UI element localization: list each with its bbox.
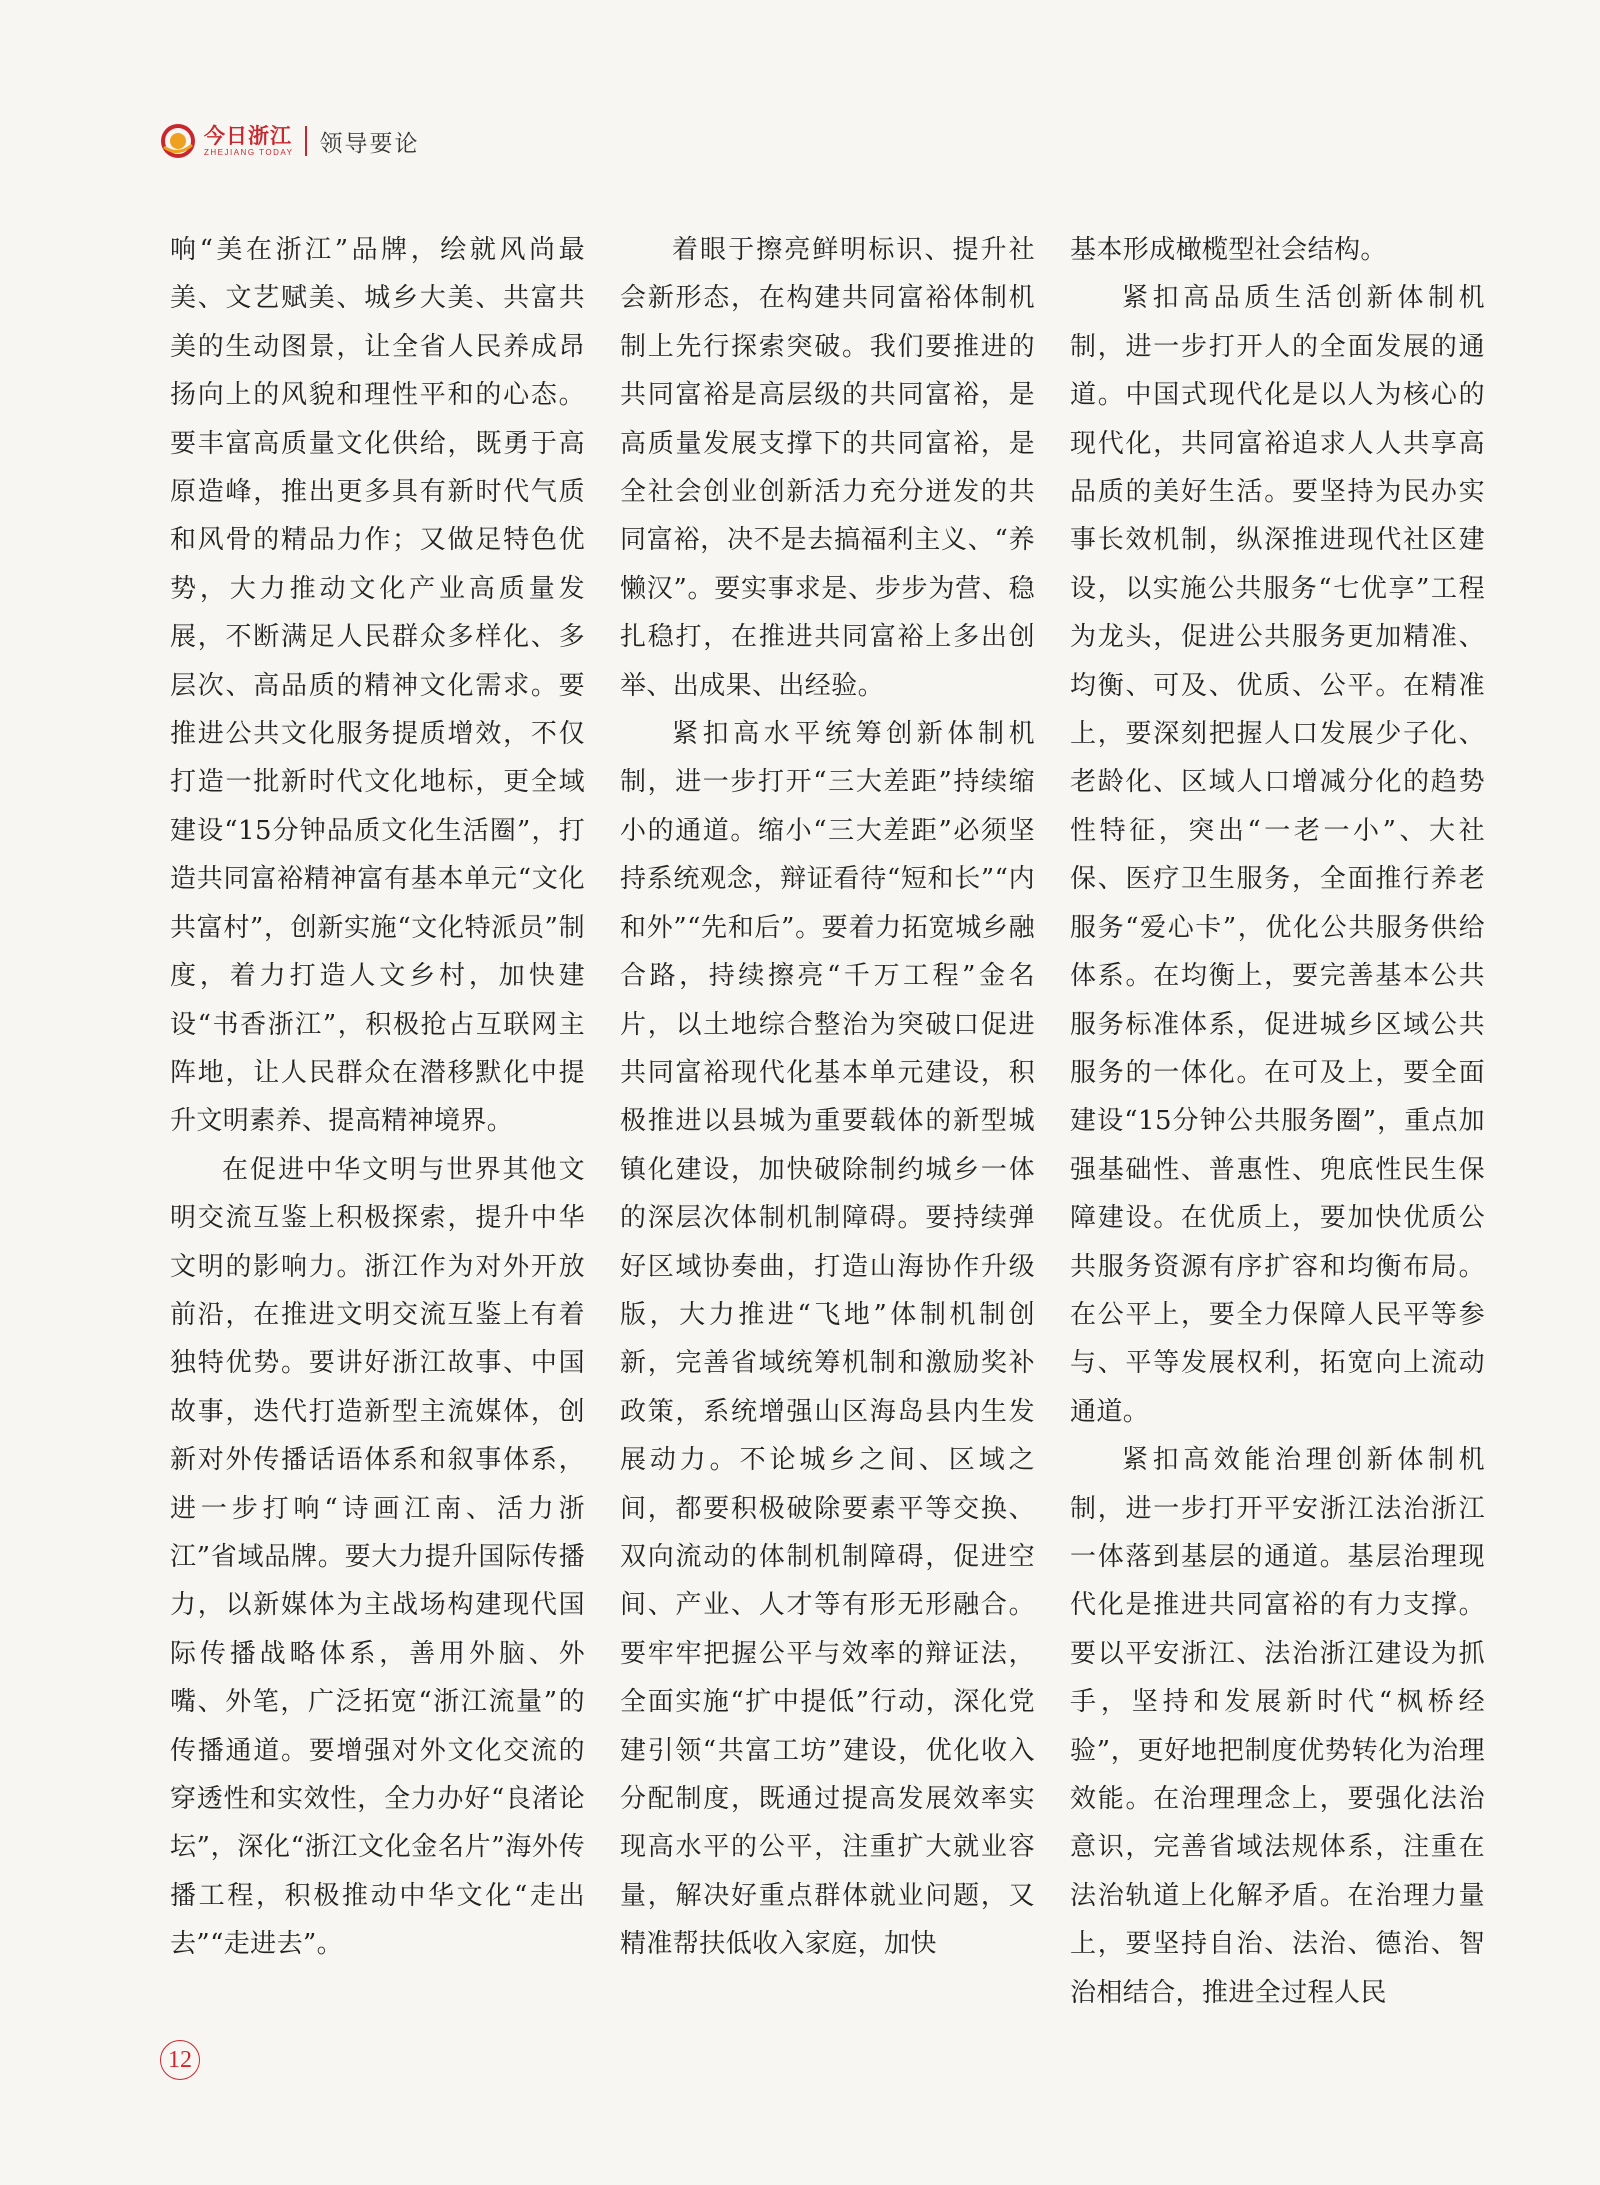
paragraph: 在促进中华文明与世界其他文明交流互鉴上积极探索，提升中华文明的影响力。浙江作为对外开放前沿，在推进文明交流互鉴上有着独特优势。要讲好浙江故事、中国故事，迭代打造新型主流媒体，创新对外传播话语体系和叙事体系，进一步打响“诗画江南、活力浙江”省域品牌。要大力提升国际传播力，以新媒体为主战场构建现代国际传播战略体系，善用外脑、外嘴、外笔，广泛拓宽“浙江流量”的传播通道。要增强对外文化交流的穿透性和实效性，全力办好“良渚论坛”，深化“浙江文化金名片”海外传播工程，积极推动中华文化“走出去”“走进去”。	[170, 1154, 585, 1960]
logo-sun-icon	[160, 123, 196, 159]
page-number: 12	[160, 2040, 200, 2080]
paragraph: 紧扣高效能治理创新体制机制，进一步打开平安浙江法治浙江一体落到基层的通道。基层治理现代化是推进共同富裕的有力支撑。要以平安浙江、法治浙江建设为抓手，坚持和发展新时代“枫桥经验”，更好地把制度优势转化为治理效能。在治理理念上，要强化法治意识，完善省域法规体系，注重在法治轨道上化解矛盾。在治理力量上，要坚持自治、法治、德治、智治相结合，推进全过程人民	[1070, 1445, 1485, 2008]
magazine-logo	[160, 123, 293, 159]
paragraph: 紧扣高水平统筹创新体制机制，进一步打开“三大差距”持续缩小的通道。缩小“三大差距”必须坚持系统观念，辩证看待“短和长”“内和外”“先和后”。要着力拓宽城乡融合路，持续擦亮“千万工程”金名片，以土地综合整治为突破口促进共同富裕现代化基本单元建设，积极推进以县城为重要载体的新型城镇化建设，加快破除制约城乡一体的深层次体制机制障碍。要持续弹好区域协奏曲，打造山海协作升级版，大力推进“飞地”体制机制创新，完善省域统筹机制和激励奖补政策，系统增强山区海岛县内生发展动力。不论城乡之间、区域之间，都要积极破除要素平等交换、双向流动的体制机制障碍，促进空间、产业、人才等有形无形融合。要牢牢把握公平与效率的辩证法，全面实施“扩中提低”行动，深化党建引领“共富工坊”建设，优化收入分配制度，既通过提高发展效率实现高水平的公平，注重扩大就业容量，解决好重点群体就业问题，又精准帮扶低收入家庭，加快	[620, 719, 1035, 1960]
header-divider	[305, 126, 307, 156]
text-column-3	[1070, 226, 1485, 2017]
logo-english-text: ZHEJIANG TODAY	[204, 148, 294, 157]
text-column-2	[620, 226, 1035, 1969]
paragraph: 响“美在浙江”品牌，绘就风尚最美、文艺赋美、城乡大美、共富共美的生动图景，让全省人民养成昂扬向上的风貌和理性平和的心态。要丰富高质量文化供给，既勇于高原造峰，推出更多具有新时代气质和风骨的精品力作；又做足特色优势，大力推动文化产业高质量发展，不断满足人民群众多样化、多层次、高品质的精神文化需求。要推进公共文化服务提质增效，不仅打造一批新时代文化地标，更全域建设“15分钟品质文化生活圈”，打造共同富裕精神富有基本单元“文化共富村”，创新实施“文化特派员”制度，着力打造人文乡村，加快建设“书香浙江”，积极抢占互联网主阵地，让人民群众在潜移默化中提升文明素养、提高精神境界。	[170, 235, 585, 1137]
section-title: 领导要论	[319, 130, 420, 157]
paragraph: 着眼于擦亮鲜明标识、提升社会新形态，在构建共同富裕体制机制上先行探索突破。我们要推进的共同富裕是高层级的共同富裕，是高质量发展支撑下的共同富裕，是全社会创业创新活力充分迸发的共同富裕，决不是去搞福利主义、“养懒汉”。要实事求是、步步为营、稳扎稳打，在推进共同富裕上多出创举、出成果、出经验。	[620, 235, 1035, 701]
paragraph-continuation: 基本形成橄榄型社会结构。	[1070, 235, 1387, 265]
text-column-1	[170, 226, 585, 1969]
page-header	[160, 118, 419, 164]
logo-chinese-text: 今日浙江	[204, 123, 292, 148]
paragraph: 紧扣高品质生活创新体制机制，进一步打开人的全面发展的通道。中国式现代化是以人为核心的现代化，共同富裕追求人人共享高品质的美好生活。要坚持为民办实事长效机制，纵深推进现代社区建设，以实施公共服务“七优享”工程为龙头，促进公共服务更加精准、均衡、可及、优质、公平。在精准上，要深刻把握人口发展少子化、老龄化、区域人口增减分化的趋势性特征，突出“一老一小”、大社保、医疗卫生服务，全面推行养老服务“爱心卡”，优化公共服务供给体系。在均衡上，要完善基本公共服务标准体系，促进城乡区域公共服务的一体化。在可及上，要全面建设“15分钟公共服务圈”，重点加强基础性、普惠性、兜底性民生保障建设。在优质上，要加快优质公共服务资源有序扩容和均衡布局。在公平上，要全力保障人民平等参与、平等发展权利，拓宽向上流动通道。	[1070, 283, 1485, 1427]
